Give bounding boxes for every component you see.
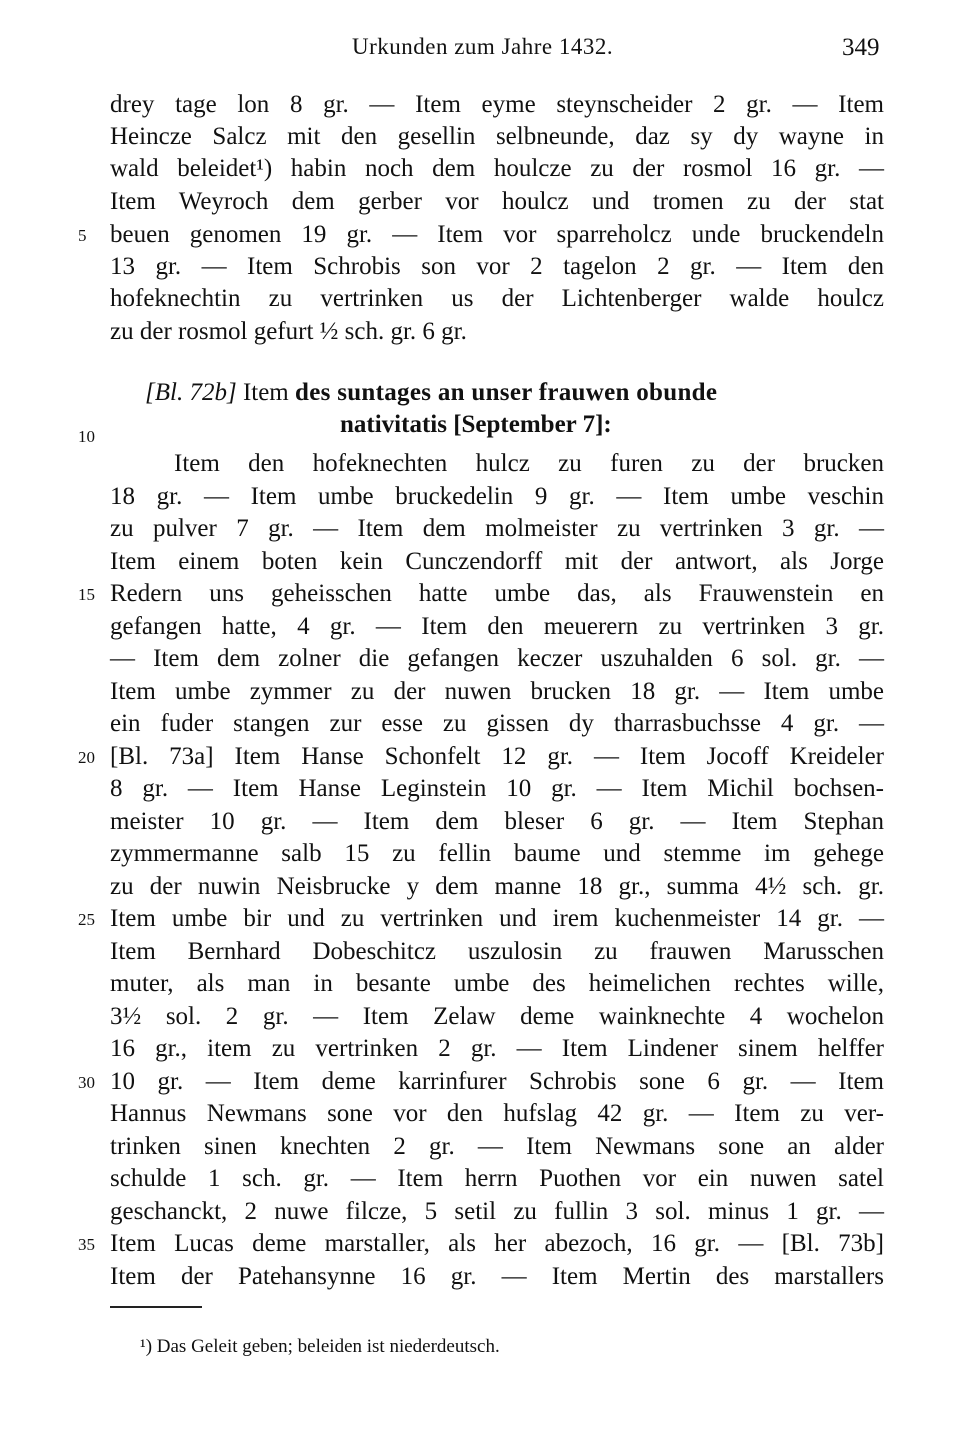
running-head-title: Urkunden zum Jahre 1432. [352, 34, 614, 59]
text-line: schulde 1 sch. gr. — Item herrn Puothen vor ein nuwen satel [110, 1165, 884, 1192]
text-line: Redern uns geheisschen hatte umbe das, als Frauwenstein en [110, 580, 884, 607]
text-line: gefangen hatte, 4 gr. — Item den meuerern zu vertrinken 3 gr. [110, 613, 884, 640]
heading-item-word: Item [242, 379, 289, 406]
text-line: Item umbe zymmer zu der nuwen brucken 18 gr. — Item umbe [110, 678, 884, 705]
text-line: Heincze Salcz mit den gesellin selbneunde, daz sy dy wayne in [110, 123, 884, 150]
folio-reference: [Bl. 72b] [145, 379, 237, 406]
text-line: 3½ sol. 2 gr. — Item Zelaw deme wainknechte 4 wochelon [110, 1003, 884, 1030]
footnote: ¹) Das Geleit geben; beleiden ist niederdeutsch. [140, 1336, 500, 1357]
line-number: 10 [78, 427, 95, 446]
text-line: — Item dem zolner die gefangen keczer uszuhalden 6 sol. gr. — [110, 645, 884, 672]
text-line: meister 10 gr. — Item dem bleser 6 gr. — Item Stephan [110, 808, 884, 835]
line-number: 15 [78, 585, 95, 604]
text-line: [Bl. 73a] Item Hanse Schonfelt 12 gr. — Item Jocoff Kreideler [110, 743, 884, 770]
section-heading [145, 376, 885, 410]
line-number: 25 [78, 910, 95, 929]
text-line: Hannus Newmans sone vor den hufslag 42 gr. — Item zu ver- [110, 1100, 884, 1127]
text-line: Item Bernhard Dobeschitcz uszulosin zu frauwen Marusschen [110, 938, 884, 965]
text-line: 13 gr. — Item Schrobis son vor 2 tagelon 2 gr. — Item den [110, 253, 884, 280]
line-number: 35 [78, 1235, 95, 1254]
heading-title-line1: des suntages an unser frauwen obunde [295, 379, 718, 406]
text-line: Item einem boten kein Cunczendorff mit der antwort, als Jorge [110, 548, 884, 575]
line-number: 30 [78, 1073, 95, 1092]
text-line: 16 gr., item zu vertrinken 2 gr. — Item Lindener sinem helffer [110, 1035, 884, 1062]
text-line: zymmermanne salb 15 zu fellin baume und stemme im gehege [110, 840, 884, 867]
text-line: ein fuder stangen zur esse zu gissen dy tharrasbuchsse 4 gr. — [110, 710, 884, 737]
text-line: 8 gr. — Item Hanse Leginstein 10 gr. — Item Michil bochsen- [110, 775, 884, 802]
text-line: muter, als man in besante umbe des heimelichen rechtes wille, [110, 970, 884, 997]
text-line: Item den hofeknechten hulcz zu furen zu der brucken [174, 450, 884, 477]
text-line: zu der rosmol gefurt ½ sch. gr. 6 gr. [110, 318, 467, 345]
text-line: Item der Patehansynne 16 gr. — Item Mertin des marstallers [110, 1263, 884, 1290]
text-line: hofeknechtin zu vertrinken us der Lichtenberger walde houlcz [110, 285, 884, 312]
line-number: 20 [78, 748, 95, 767]
text-line: geschanckt, 2 nuwe filcze, 5 setil zu fullin 3 sol. minus 1 gr. — [110, 1198, 884, 1225]
text-line: 18 gr. — Item umbe bruckedelin 9 gr. — Item umbe veschin [110, 483, 884, 510]
text-line: zu der nuwin Neisbrucke y dem manne 18 gr., summa 4½ sch. gr. [110, 873, 884, 900]
line-number: 5 [78, 226, 87, 245]
running-head [0, 34, 960, 64]
text-line: drey tage lon 8 gr. — Item eyme steynscheider 2 gr. — Item [110, 91, 884, 118]
page-number: 349 [842, 34, 880, 61]
text-line: wald beleidet¹) habin noch dem houlcze zu der rosmol 16 gr. — [110, 155, 884, 182]
heading-title-line2: nativitatis [September 7]: [340, 411, 612, 438]
text-line: Item umbe bir und zu vertrinken und irem kuchenmeister 14 gr. — [110, 905, 884, 932]
text-line: trinken sinen knechten 2 gr. — Item Newmans sone an alder [110, 1133, 884, 1160]
text-line: Item Lucas deme marstaller, als her abezoch, 16 gr. — [Bl. 73b] [110, 1230, 884, 1257]
text-line: beuen genomen 19 gr. — Item vor sparreholcz unde bruckendeln [110, 221, 884, 248]
footnote-divider [110, 1306, 202, 1308]
text-line: 10 gr. — Item deme karrinfurer Schrobis sone 6 gr. — Item [110, 1068, 884, 1095]
text-line: Item Weyroch dem gerber vor houlcz und tromen zu der stat [110, 188, 884, 215]
text-line: zu pulver 7 gr. — Item dem molmeister zu vertrinken 3 gr. — [110, 515, 884, 542]
